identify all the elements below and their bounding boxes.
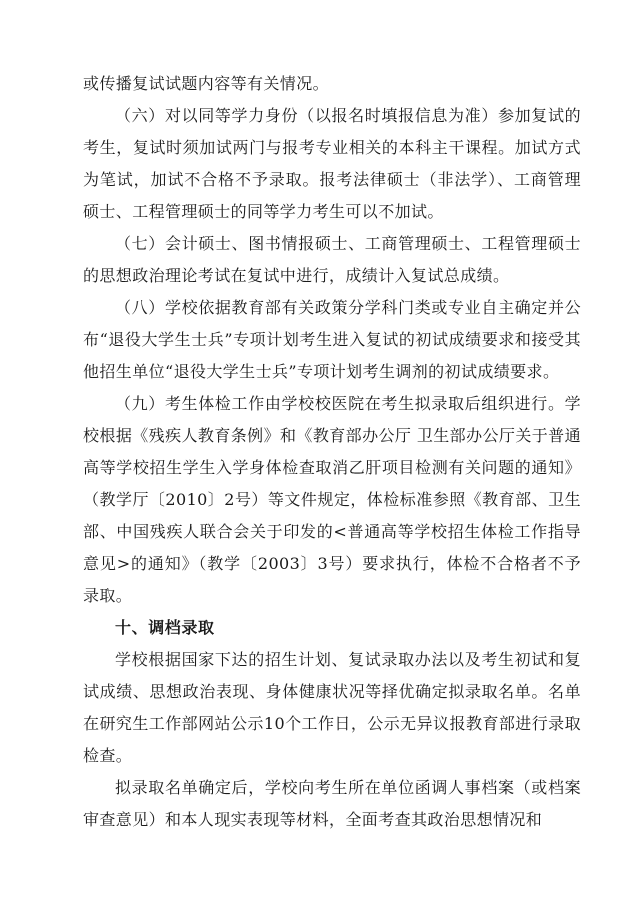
paragraph-item-6: （六）对以同等学力身份（以报名时填报信息为准）参加复试的考生，复试时须加试两门与报考专业相关的本科主干课程。加试方式为笔试，加试不合格不予录取。报考法律硕士（非法学）、工商管理硕士、工程管理硕士的同等学力考生可以不加试。 bbox=[83, 106, 581, 221]
paragraph-item-9: （九）考生体检工作由学校校医院在考生拟录取后组织进行。学校根据《残疾人教育条例》和《教育部办公厅 卫生部办公厅关于普通高等学校招生学生入学身体检查取消乙肝项目检测有关问题的通知》（教学厅〔2010〕2号）等文件规定，体检标准参照《教育部、卫生部、中国残疾人联合会关于印发的<普通高等学校招生体检工作指导意见>的通知》（教学〔2003〕3号）要求执行，体检不合格者不予录取。 bbox=[83, 394, 581, 605]
section-paragraph-2: 拟录取名单确定后，学校向考生所在单位函调人事档案（或档案审查意见）和本人现实表现等材料，全面考查其政治思想情况和 bbox=[83, 778, 581, 829]
section-paragraph-1: 学校根据国家下达的招生计划、复试录取办法以及考生初试和复试成绩、思想政治表现、身体健康状况等择优确定拟录取名单。名单在研究生工作部网站公示10个工作日，公示无异议报教育部进行录取检查。 bbox=[83, 650, 581, 765]
paragraph-item-8: （八）学校依据教育部有关政策分学科门类或专业自主确定并公布“退役大学生士兵”专项计划考生进入复试的初试成绩要求和接受其他招生单位“退役大学生士兵”专项计划考生调剂的初试成绩要求。 bbox=[83, 298, 581, 381]
paragraph-continuation: 或传播复试试题内容等有关情况。 bbox=[83, 74, 330, 93]
document-body bbox=[83, 68, 581, 836]
section-heading: 十、调档录取 bbox=[115, 618, 215, 637]
paragraph-item-7: （七）会计硕士、图书情报硕士、工商管理硕士、工程管理硕士的思想政治理论考试在复试中进行，成绩计入复试总成绩。 bbox=[83, 234, 581, 285]
